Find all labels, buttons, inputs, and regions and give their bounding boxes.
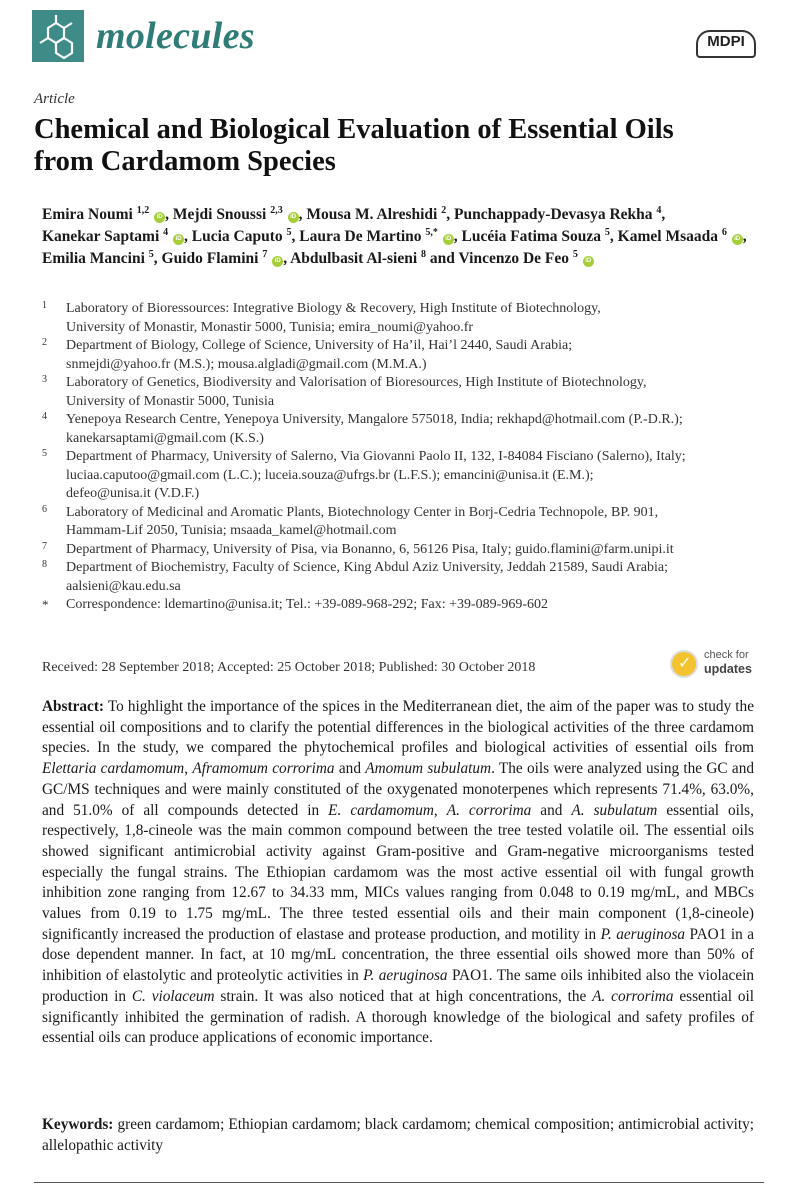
article-title-line: Chemical and Biological Evaluation of Essential Oils [34,114,674,145]
publisher-logo[interactable] [696,24,756,62]
affiliation-number: 5 [42,448,47,459]
author-separator: , [283,250,288,267]
abstract-text: , [433,801,447,819]
author-separator: , [661,206,666,223]
checkmark-circle-icon: ✓ [670,650,698,678]
check-for-updates-badge[interactable] [670,648,762,682]
affiliation-number: 3 [42,374,47,385]
affiliation-item [42,541,762,560]
author-list [42,204,762,270]
affiliation-line: Laboratory of Medicinal and Aromatic Plants, Biotechnology Center in Borj-Cedria Technopole, BP. 901, [66,504,659,520]
orcid-icon[interactable]: iD [173,234,184,245]
affiliation-item [42,374,762,411]
author-affiliation-marker: 7 [262,249,268,260]
abstract-text: , [184,760,193,778]
author-separator: , [165,206,169,223]
affiliation-number: 7 [42,540,47,552]
orcid-icon[interactable]: iD [272,256,283,267]
affiliation-number: 6 [42,503,47,515]
author-name[interactable]: Guido Flamini $^7$ iD [162,250,284,267]
author-name[interactable]: Punchappady-Devasya Rekha $^4$ [453,205,662,223]
affiliation-number: 2 [42,337,47,348]
species-name: C. violaceum [131,987,215,1005]
affiliation-line: Yenepoya Research Centre, Yenepoya University, Mangalore 575018, India; rekhapd@hotmail.com (P.-D.R.); [66,412,683,427]
affiliation-number: 1 [42,300,47,311]
affiliation-line: snmejdi@yahoo.fr (M.S.); mousa.algladi@gmail.com (M.M.A.) [66,356,427,372]
abstract-text: strain. It was also noticed that at high concentrations, the [214,987,593,1005]
author-affiliation-marker: 5 [148,249,154,260]
author-affiliation-marker: 4 [656,205,662,216]
species-name: Aframomum corrorima [192,760,335,778]
species-name: A. corrorima [446,801,532,819]
affiliation-line: aalsieni@kau.edu.sa [66,578,181,594]
abstract-text: essential oils, respectively, 1,8-cineole was the main common compound between the tree tested volatile oil. The essential oils showed significant antimicrobial activity against Gram-positive and Gram-negative microorganisms tested especially the fungal strains. The Ethiopian cardamom was the most active essential oil with fungal growth inhibition zone ranging from 12.67 to 34.33 mm, MICs values ranging from 0.048 to 0.19 mg/mL, and MBCs values from 0.19 to 1.75 mg/mL. The three tested essential oils and their main component (1,8-cineole) significantly increased the production of elastase and protease production, and motility in [42,801,754,943]
check-for-updates-line2: updates [704,662,752,676]
orcid-icon[interactable]: iD [583,256,594,267]
hexagon-molecule-icon [32,10,84,62]
affiliation-item [42,337,762,374]
article-title [34,114,764,178]
abstract [42,697,754,1049]
affiliation-line: defeo@unisa.it (V.D.F.) [66,486,200,501]
author-name[interactable]: Kanekar Saptami $^4$ iD [42,228,184,245]
abstract-label: Abstract: [42,698,105,715]
species-name: Elettaria cardamomum [42,760,185,778]
author-name[interactable]: Vincenzo De Feo $^5$ iD [459,250,594,267]
orcid-icon[interactable]: iD [732,234,743,245]
affiliation-line: Laboratory of Genetics, Biodiversity and Valorisation of Bioresources, High Institute of Biotechnology, [66,375,647,390]
author-name[interactable]: Laura De Martino $^{5,*}$ iD [299,228,454,245]
affiliation-item [42,411,762,448]
abstract-text: To highlight the importance of the spices in the Mediterranean diet, the aim of the paper was to study the essential oil compositions and to clarify the potential differences in the biological activities of the three cardamom species. In the study, we compared the phytochemical profiles and biological activities of essential oils from [42,698,754,757]
keywords-text: green cardamom; Ethiopian cardamom; black cardamom; chemical composition; antimicrobial activity; allelopathic activity [42,1116,754,1154]
author-name[interactable]: Lucéia Fatima Souza $^5$ [461,227,610,245]
orcid-icon[interactable]: iD [443,234,454,245]
affiliation-number: 4 [42,411,47,422]
author-separator: and [426,250,455,267]
author-separator: , [291,228,296,245]
article-type: Article [34,91,75,107]
author-name[interactable]: Abdulbasit Al-sieni $^8$ [290,249,427,267]
footer-divider [34,1182,764,1183]
journal-header [32,10,762,66]
author-affiliation-marker: 5,* [425,227,438,238]
affiliation-number: 8 [42,559,47,570]
orcid-icon[interactable]: iD [154,212,165,223]
affiliation-line: Laboratory of Bioressources: Integrative Biology & Recovery, High Institute of Biotechnology, [66,301,601,316]
affiliation-line: Department of Pharmacy, University of Salerno, Via Giovanni Paolo II, 132, I-84084 Fisciano (Salerno), Italy; [66,449,686,464]
author-name[interactable]: Mejdi Snoussi $^{2,3}$ iD [173,206,299,223]
author-separator: , [298,206,303,223]
author-affiliation-marker: 5 [604,227,610,238]
affiliation-line: Department of Pharmacy, University of Pisa, via Bonanno, 6, 56126 Pisa, Italy; guido.flamini@farm.unipi.it [66,541,674,557]
species-name: A. corrorima [592,987,674,1005]
affiliation-item [42,300,762,337]
affiliation-list [42,300,762,615]
author-affiliation-marker: 5 [572,249,578,260]
species-name: Amomum subulatum [365,760,492,778]
species-name: E. cardamomum [328,801,434,819]
publisher-name: MDPI [707,33,745,50]
author-separator: , [153,250,158,267]
orcid-icon[interactable]: iD [288,212,299,223]
check-for-updates-line1: check for [704,649,749,661]
author-name[interactable]: Lucia Caputo $^5$ [191,227,292,245]
affiliation-item [42,559,762,596]
correspondence-line: Correspondence: ldemartino@unisa.it; Tel.: +39-089-968-292; Fax: +39-089-969-602 [66,597,548,612]
abstract-text: . The oils were analyzed using the GC and GC/MS techniques and were mainly constituted of the oxygenated monoterpenes which represents 71.4%, 63.0%, and 51.0% of all compounds detected in [42,760,754,819]
author-name[interactable]: Emira Noumi $^{1,2}$ iD [42,206,165,223]
author-affiliation-marker: 5 [286,227,292,238]
author-separator: , [453,228,458,245]
correspondence [42,596,762,615]
abstract-text: PAO1 in a dose dependent manner. In fact, at 10 mg/mL concentration, the three essential oils showed more than 50% of inhibition of elastolytic and proteolytic activities in [42,925,754,985]
author-affiliation-marker: 4 [163,227,169,238]
keywords-label: Keywords: [42,1116,114,1133]
affiliation-item [42,504,762,541]
species-name: P. aeruginosa [363,967,448,985]
correspondence-marker: * [42,597,49,612]
author-affiliation-marker: 2,3 [270,205,283,216]
abstract-text: and [531,801,572,819]
species-name: A. subulatum [571,801,658,819]
affiliation-line: Department of Biochemistry, Faculty of Science, King Abdul Aziz University, Jeddah 21589, Saudi Arabia; [66,560,669,575]
affiliation-line: luciaa.caputoo@gmail.com (L.C.); luceia.souza@ufrgs.br (L.F.S.); emancini@unisa.it (E.M.); [66,467,594,483]
affiliation-item [42,448,762,504]
abstract-text: essential oil significantly inhibited the germination of radish. A thorough knowledge of the biological and safety profiles of essential oils can produce applications of economic importance. [42,987,754,1047]
abstract-text: and [334,760,366,778]
author-name[interactable]: Kamel Msaada $^6$ iD [618,228,743,245]
abstract-text: PAO1. The same oils inhibited also the violacein production in [42,967,755,1005]
author-name[interactable]: Emilia Mancini $^5$ [42,249,154,267]
affiliation-line: Hammam-Lif 2050, Tunisia; msaada_kamel@hotmail.com [66,523,397,538]
author-affiliation-marker: 8 [421,249,427,260]
affiliation-line: kanekarsaptami@gmail.com (K.S.) [66,430,264,446]
author-affiliation-marker: 2 [441,205,447,216]
article-title-line: from Cardamom Species [34,146,336,177]
author-separator: , [184,228,188,245]
journal-name[interactable]: molecules [96,15,255,57]
species-name: P. aeruginosa [600,925,686,943]
author-separator: , [446,206,451,223]
keywords [42,1114,754,1156]
affiliation-line: Department of Biology, College of Science, University of Ha’il, Hai’l 2440, Saudi Arabia; [66,338,573,353]
author-name[interactable]: Mousa M. Alreshidi $^2$ [306,205,447,223]
publication-dates: Received: 28 September 2018; Accepted: 25 October 2018; Published: 30 October 2018 [42,660,536,675]
author-separator: , [742,228,747,245]
author-separator: , [609,228,614,245]
affiliation-line: University of Monastir, Monastir 5000, Tunisia; emira_noumi@yahoo.fr [66,319,474,335]
author-affiliation-marker: 1,2 [136,205,150,216]
affiliation-line: University of Monastir 5000, Tunisia [66,393,275,409]
author-affiliation-marker: 6 [721,227,727,238]
